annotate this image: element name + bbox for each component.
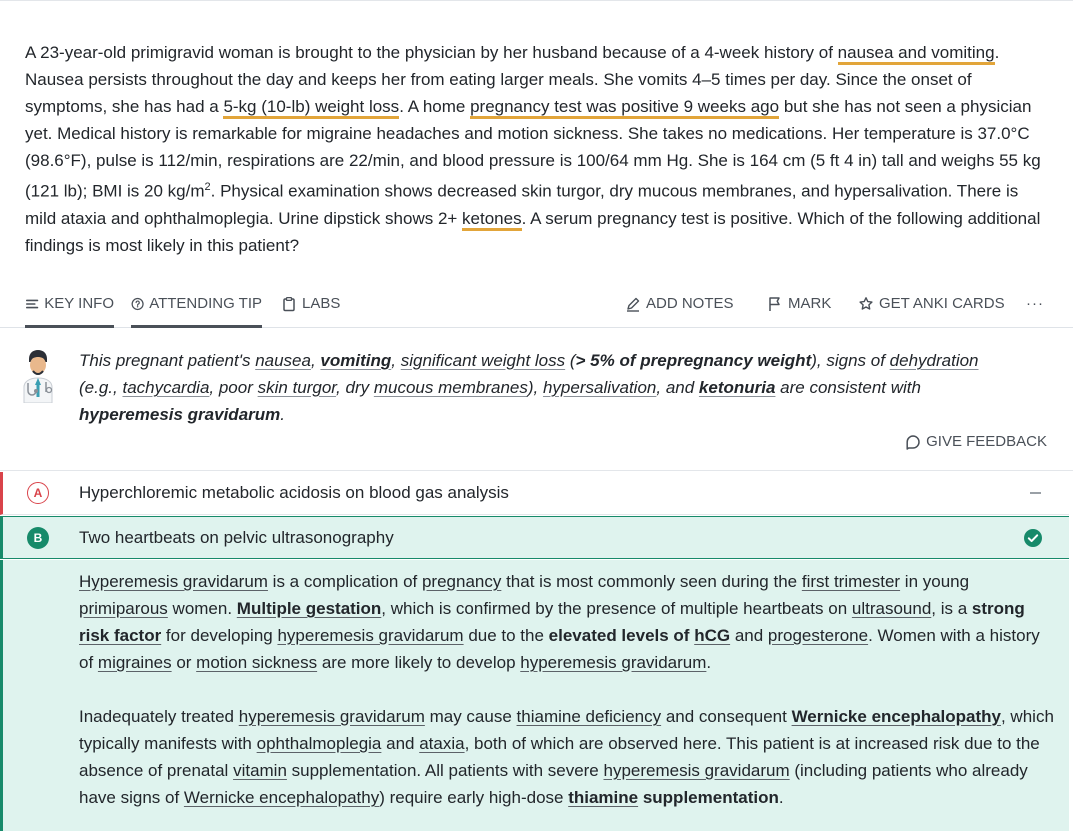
- key-info-text: This pregnant patient's nausea, vomiting, significant weight loss (> 5% of prepregnancy weight), signs of dehydration (e.g., tachycardia, poor skin turgor, dry mucous membranes), hypersalivation, and ketonuria are consistent with hyperemesis gravidarum.: [79, 351, 979, 424]
- choice-label-b: Two heartbeats on pelvic ultrasonography: [79, 527, 394, 547]
- clipboard-icon: [281, 296, 297, 312]
- tab-labs[interactable]: LABS: [281, 285, 340, 327]
- mark-button[interactable]: MARK: [767, 285, 831, 327]
- answer-explanation: [0, 560, 1069, 831]
- choice-letter-b: B: [27, 527, 49, 549]
- get-anki-cards-button[interactable]: GET ANKI CARDS: [858, 285, 1005, 327]
- highlight-ketones[interactable]: ketones: [462, 209, 522, 231]
- collapse-icon[interactable]: [1030, 492, 1041, 494]
- list-icon: [25, 296, 39, 312]
- correct-check-icon: [1023, 528, 1043, 548]
- star-plus-icon: [858, 296, 874, 312]
- choice-label-a: Hyperchloremic metabolic acidosis on blood gas analysis: [79, 483, 509, 502]
- add-notes-button[interactable]: ADD NOTES: [625, 285, 734, 327]
- more-options-button[interactable]: ···: [1026, 295, 1044, 312]
- help-circle-icon: [131, 296, 144, 312]
- answer-choice-a[interactable]: [0, 472, 1069, 515]
- give-feedback-button[interactable]: GIVE FEEDBACK: [905, 433, 1047, 450]
- question-toolbar: [0, 285, 1073, 328]
- tab-key-info[interactable]: KEY INFO: [25, 285, 114, 328]
- highlight-nausea-vomiting[interactable]: nausea and vomiting: [838, 43, 995, 65]
- choice-letter-a: A: [27, 482, 49, 504]
- key-info-panel: [0, 329, 1073, 471]
- tab-attending-tip[interactable]: ATTENDING TIP: [131, 285, 262, 328]
- top-divider: [0, 0, 1073, 3]
- highlight-weight-loss[interactable]: 5-kg (10-lb) weight loss: [223, 97, 399, 119]
- chat-bubble-icon: [905, 434, 921, 450]
- question-stem: A 23-year-old primigravid woman is brought to the physician by her husband because of a 4-week history of nausea and vomiting. Nausea persists throughout the day and keeps her from eating larger meals. She vomits 4–5 times per day. Since the onset of symptoms, she has had a 5-kg (10-lb) weight loss. A home pregnancy test was positive 9 weeks ago but she has not seen a physician yet. Medical history is remarkable for migraine headaches and motion sickness. She takes no medications. Her temperature is 37.0°C (98.6°F), pulse is 112/min, respirations are 22/min, and blood pressure is 100/64 mm Hg. She is 164 cm (5 ft 4 in) tall and weighs 55 kg (121 lb); BMI is 20 $kg/m^2$. Physical examination shows decreased skin turgor, dry mucous membranes, and hypersalivation. There is mild ataxia and ophthalmoplegia. Urine dipstick shows 2+ ketones. A serum pregnancy test is positive. Which of the following additional findings is most likely in this patient?: [25, 43, 1041, 255]
- explanation-paragraph-2: Inadequately treated hyperemesis gravidarum may cause thiamine deficiency and consequent Wernicke encephalopathy, which typically manifests with ophthalmoplegia and ataxia, both of which are observed here. This patient is at increased risk due to the absence of prenatal vitamin supplementation. All patients with severe hyperemesis gravidarum (including patients who already have signs of Wernicke encephalopathy) require early high-dose thiamine supplementation.: [79, 707, 1054, 807]
- highlight-pregnancy-test[interactable]: pregnancy test was positive 9 weeks ago: [470, 97, 779, 119]
- doctor-avatar-icon: [18, 349, 58, 403]
- answer-choice-b[interactable]: [0, 516, 1069, 559]
- explanation-paragraph-1: Hyperemesis gravidarum is a complication of pregnancy that is most commonly seen during the first trimester in young primiparous women. Multiple gestation, which is confirmed by the presence of multiple heartbeats on ultrasound, is a strong risk factor for developing hyperemesis gravidarum due to the elevated levels of hCG and progesterone. Women with a history of migraines or motion sickness are more likely to develop hyperemesis gravidarum.: [79, 572, 1040, 672]
- flag-icon: [767, 296, 783, 312]
- pencil-icon: [625, 296, 641, 312]
